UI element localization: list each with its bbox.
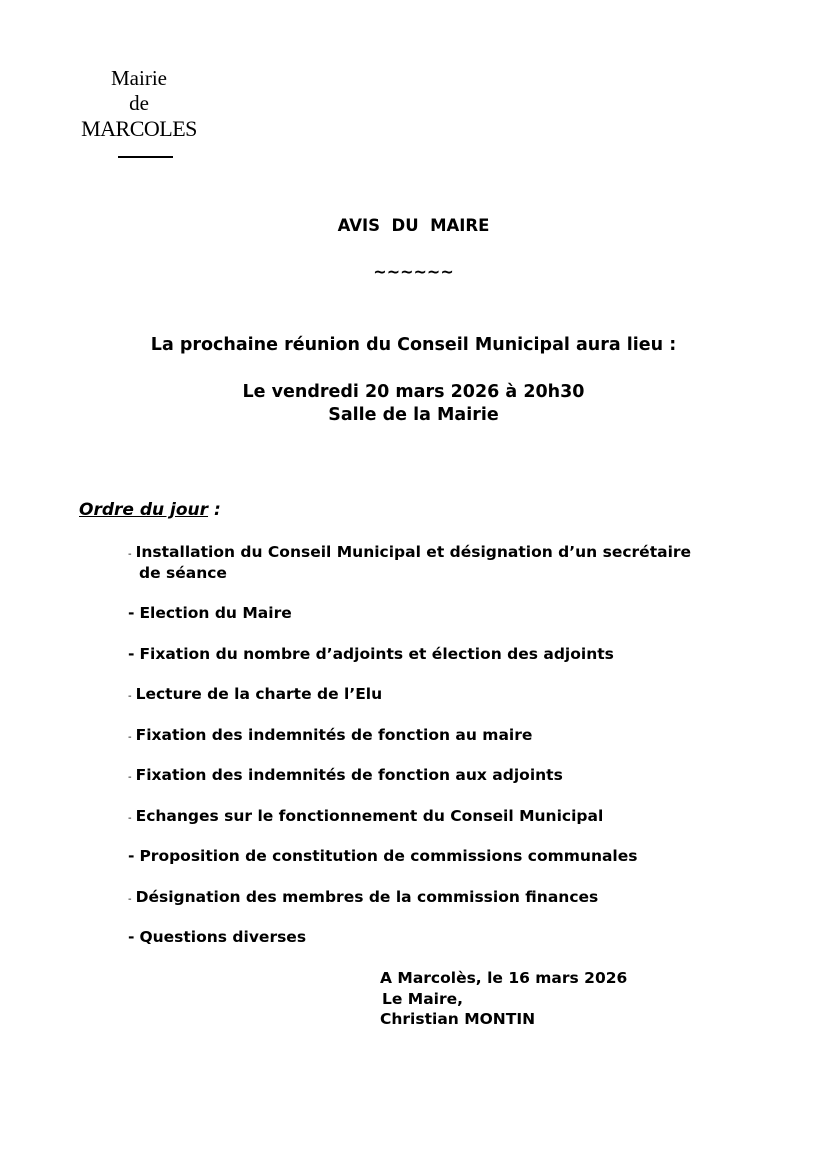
bullet-dash: -: [128, 549, 132, 560]
agenda-item-text: Installation du Conseil Municipal et désignation d’un secrétaire: [135, 543, 692, 561]
meeting-place: Salle de la Mairie: [328, 405, 499, 425]
agenda-item: [128, 766, 563, 784]
intro-text: La prochaine réunion du Conseil Municipal aura lieu :: [150, 335, 677, 355]
bullet-dash: -: [128, 928, 135, 946]
logo-line-1: Mairie: [111, 66, 167, 90]
bullet-dash: -: [128, 847, 135, 865]
agenda-heading-colon: :: [208, 500, 221, 520]
separator: ~~~~~~: [373, 262, 454, 281]
agenda-item: [128, 847, 638, 865]
agenda-item-text: Questions diverses: [139, 928, 307, 946]
bullet-dash: -: [128, 645, 135, 663]
bullet-dash: -: [128, 772, 132, 783]
agenda-item: [128, 685, 382, 703]
agenda-heading-label: Ordre du jour: [79, 500, 209, 520]
agenda-item: [128, 604, 292, 622]
agenda-item-text: Fixation des indemnités de fonction aux adjoints: [135, 766, 563, 784]
agenda-item-text: Election du Maire: [139, 604, 292, 622]
agenda-item: [128, 645, 614, 663]
logo-line-3: MARCOLES: [81, 116, 197, 141]
agenda-item: [128, 807, 603, 825]
signature-role: Le Maire,: [382, 990, 464, 1008]
agenda-item: [128, 888, 598, 906]
agenda-item: [128, 726, 532, 744]
bullet-dash: -: [128, 732, 132, 743]
agenda-item-text: Désignation des membres de la commission finances: [135, 888, 599, 906]
agenda-item-text: Proposition de constitution de commissions communales: [139, 847, 638, 865]
agenda-item-continuation: de séance: [139, 564, 227, 582]
mairie-logo: [72, 66, 206, 141]
agenda-item-text: Echanges sur le fonctionnement du Conseil Municipal: [135, 807, 604, 825]
bullet-dash: -: [128, 894, 132, 905]
logo-line-2: de: [129, 91, 149, 115]
agenda-item-text: Fixation du nombre d’adjoints et élection des adjoints: [139, 645, 614, 663]
meeting-date: Le vendredi 20 mars 2026 à 20h30: [242, 382, 585, 402]
signature-name: Christian MONTIN: [380, 1010, 536, 1028]
page-title: AVIS DU MAIRE: [337, 216, 490, 235]
bullet-dash: -: [128, 813, 132, 824]
signature-place-date: A Marcolès, le 16 mars 2026: [380, 969, 628, 987]
agenda-heading: [79, 500, 221, 520]
agenda-item: [128, 543, 691, 561]
agenda-item: [128, 928, 306, 946]
agenda-item-text: Lecture de la charte de l’Elu: [135, 685, 383, 703]
bullet-dash: -: [128, 691, 132, 702]
bullet-dash: -: [128, 604, 135, 622]
agenda-item-text: Fixation des indemnités de fonction au maire: [135, 726, 533, 744]
logo-divider: [118, 156, 173, 158]
